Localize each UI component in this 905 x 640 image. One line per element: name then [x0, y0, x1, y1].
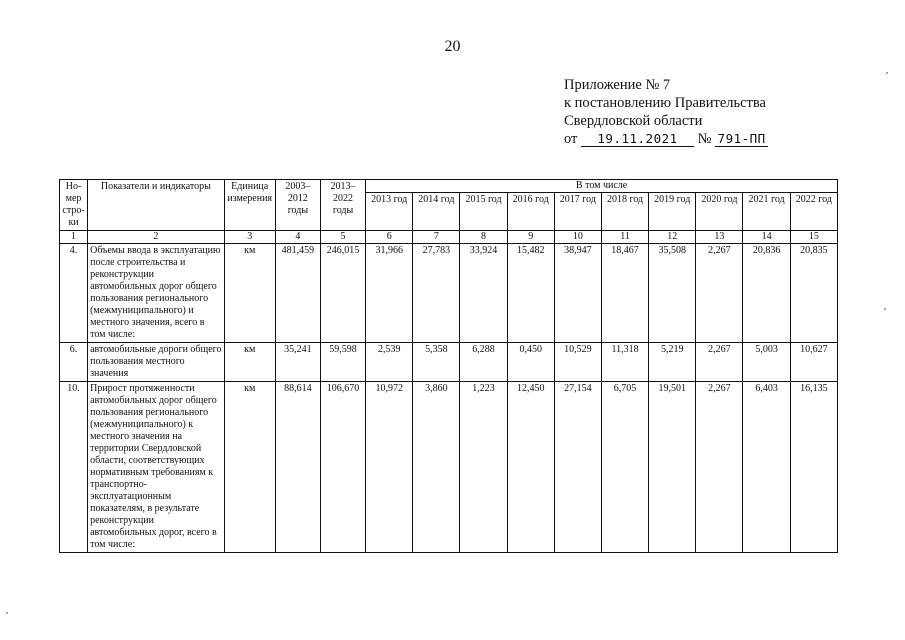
row-value-year: 2,267: [696, 343, 743, 382]
row-value-year: 15,482: [507, 244, 554, 343]
appendix-header: [564, 76, 768, 148]
row-value-year: 20,835: [790, 244, 837, 343]
row-unit: км: [224, 382, 275, 553]
row-value-year: 11,318: [601, 343, 648, 382]
row-value-year: 27,783: [413, 244, 460, 343]
header-period-2013-2022: 2013–2022 годы: [320, 180, 365, 231]
scan-speck: [884, 308, 886, 310]
appendix-title: Приложение № 7: [564, 77, 671, 93]
date-prefix: от: [564, 131, 578, 147]
number-prefix: №: [697, 131, 712, 147]
appendix-region: Свердловской области: [564, 113, 703, 129]
resolution-date: 19.11.2021: [581, 131, 694, 147]
table-row: [60, 382, 838, 553]
row-value-year: 6,705: [601, 382, 648, 553]
header-indicator: Показатели и индикаторы: [88, 180, 225, 231]
column-number: 7: [413, 231, 460, 244]
header-group: В том числе: [366, 180, 838, 193]
header-year: 2016 год: [507, 193, 554, 231]
row-value-year: 1,223: [460, 382, 507, 553]
row-value-year: 0,450: [507, 343, 554, 382]
row-value-year: 16,135: [790, 382, 837, 553]
row-value-year: 2,539: [366, 343, 413, 382]
row-value-year: 2,267: [696, 244, 743, 343]
row-value-period1: 35,241: [275, 343, 320, 382]
column-number: 15: [790, 231, 837, 244]
row-value-year: 5,219: [649, 343, 696, 382]
row-number: 10.: [60, 382, 88, 553]
column-number: 14: [743, 231, 790, 244]
header-year: 2019 год: [649, 193, 696, 231]
header-year: 2017 год: [554, 193, 601, 231]
header-year: 2013 год: [366, 193, 413, 231]
row-value-year: 6,288: [460, 343, 507, 382]
column-number: 9: [507, 231, 554, 244]
row-value-year: 12,450: [507, 382, 554, 553]
appendix-date-line: [564, 130, 768, 148]
row-value-period1: 88,614: [275, 382, 320, 553]
table-row: [60, 244, 838, 343]
row-value-year: 6,403: [743, 382, 790, 553]
row-value-year: 10,529: [554, 343, 601, 382]
header-year: 2014 год: [413, 193, 460, 231]
column-number: 12: [649, 231, 696, 244]
header-period-2003-2012: 2003–2012 годы: [275, 180, 320, 231]
row-value-period2: 246,015: [320, 244, 365, 343]
column-number: 6: [366, 231, 413, 244]
header-unit: Единица измерения: [224, 180, 275, 231]
row-value-year: 3,860: [413, 382, 460, 553]
column-number: 13: [696, 231, 743, 244]
header-row-number: Но-мер стро-ки: [60, 180, 88, 231]
row-value-period2: 106,670: [320, 382, 365, 553]
indicators-table: [59, 179, 838, 553]
header-year: 2021 год: [743, 193, 790, 231]
row-value-year: 27,154: [554, 382, 601, 553]
row-value-year: 5,003: [743, 343, 790, 382]
column-number: 2: [88, 231, 225, 244]
scan-speck: [6, 612, 8, 614]
row-value-year: 10,972: [366, 382, 413, 553]
header-year: 2015 год: [460, 193, 507, 231]
row-value-year: 38,947: [554, 244, 601, 343]
row-unit: км: [224, 244, 275, 343]
row-description: автомобильные дороги общего пользования местного значения: [88, 343, 225, 382]
row-description: Объемы ввода в эксплуатацию после строительства и реконструкции автомобильных дорог общего пользования регионального (межмуниципального) и местного значения, всего в том числе:: [88, 244, 225, 343]
row-unit: км: [224, 343, 275, 382]
column-number: 4: [275, 231, 320, 244]
row-value-year: 10,627: [790, 343, 837, 382]
header-row-1: [60, 180, 838, 193]
column-number: 3: [224, 231, 275, 244]
row-value-period1: 481,459: [275, 244, 320, 343]
row-value-year: 19,501: [649, 382, 696, 553]
appendix-resolution: к постановлению Правительства: [564, 95, 766, 111]
row-value-year: 35,508: [649, 244, 696, 343]
row-value-period2: 59,598: [320, 343, 365, 382]
column-number: 10: [554, 231, 601, 244]
resolution-number: 791-ПП: [715, 131, 768, 147]
page-number: 20: [444, 38, 461, 55]
header-year: 2020 год: [696, 193, 743, 231]
header-year: 2018 год: [601, 193, 648, 231]
row-number: 6.: [60, 343, 88, 382]
header-year: 2022 год: [790, 193, 837, 231]
row-value-year: 2,267: [696, 382, 743, 553]
column-number: 8: [460, 231, 507, 244]
row-value-year: 31,966: [366, 244, 413, 343]
row-description: Прирост протяженности автомобильных дорог общего пользования регионального (межмуниципального) к местного значения на территории Свердловской области, соответствующих нормативным требованиям к транспортно-эксплуатационным показателям, в результате реконструкции автомобильных дорог, всего в том числе:: [88, 382, 225, 553]
table-row: [60, 343, 838, 382]
column-number: 5: [320, 231, 365, 244]
row-value-year: 33,924: [460, 244, 507, 343]
column-number-row: [60, 231, 838, 244]
row-value-year: 20,836: [743, 244, 790, 343]
column-number: 1: [60, 231, 88, 244]
column-number: 11: [601, 231, 648, 244]
row-value-year: 18,467: [601, 244, 648, 343]
row-number: 4.: [60, 244, 88, 343]
row-value-year: 5,358: [413, 343, 460, 382]
scan-speck: [886, 72, 888, 74]
